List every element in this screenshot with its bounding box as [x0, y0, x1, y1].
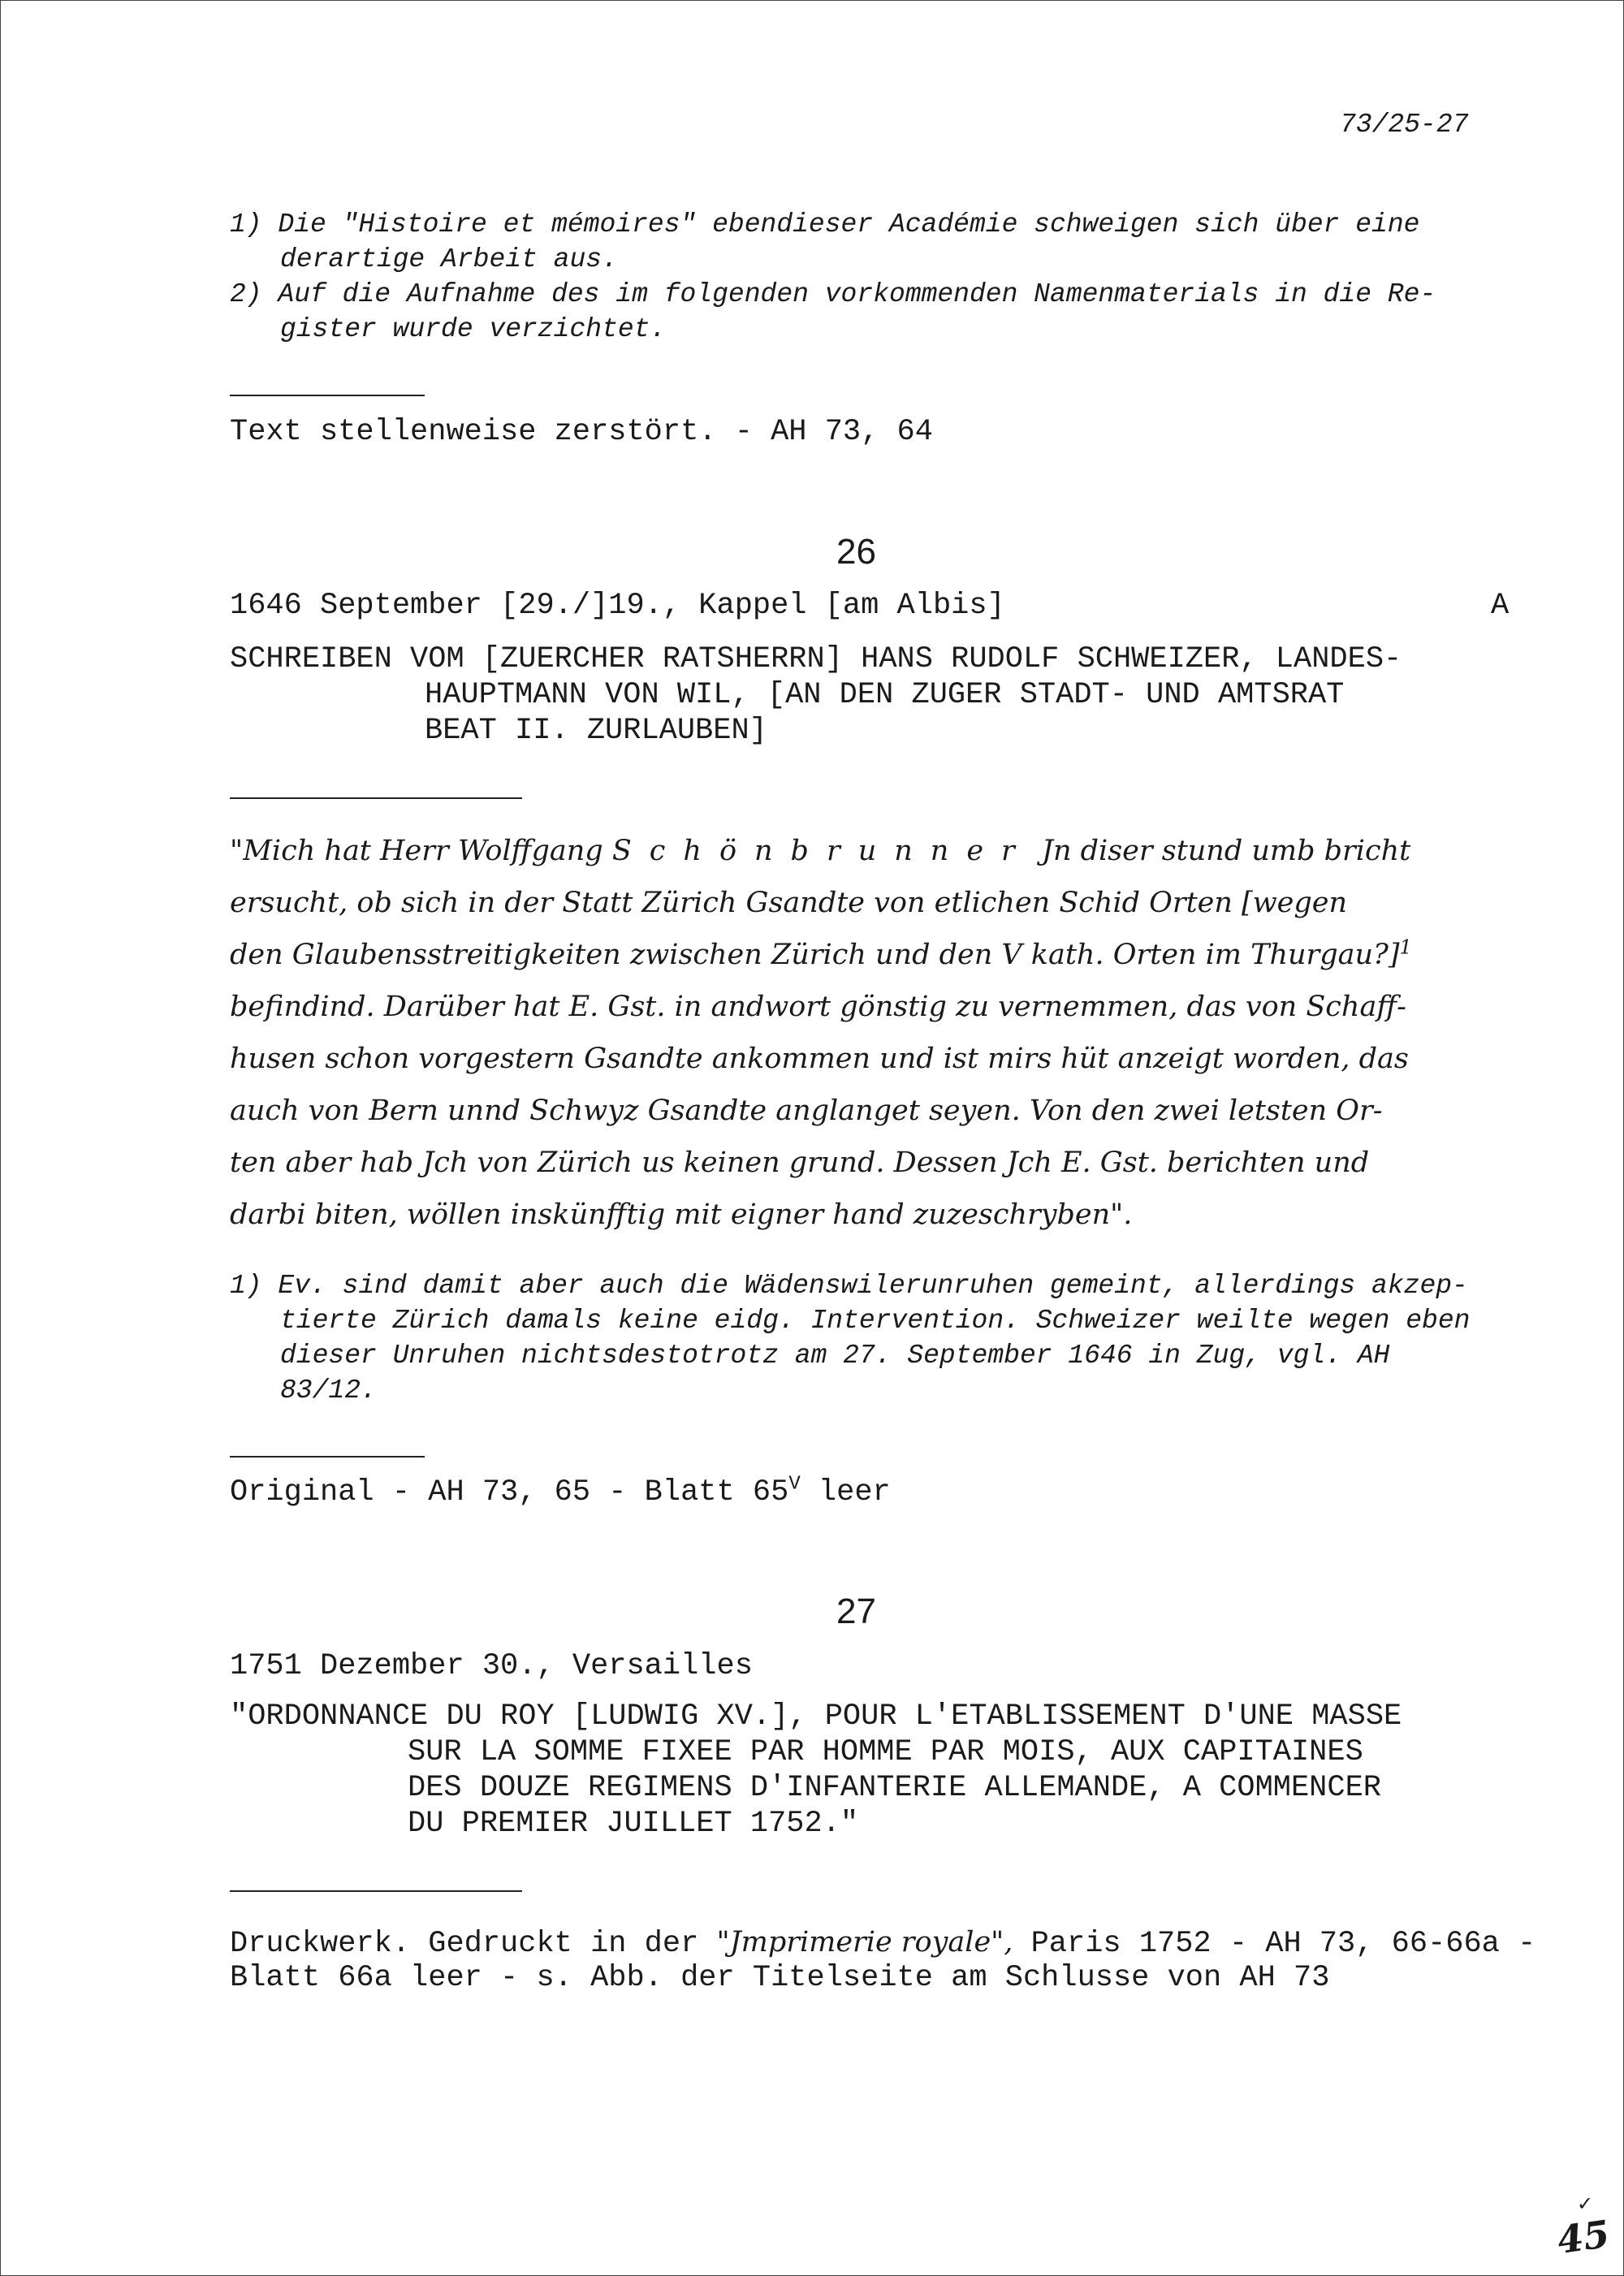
footnote-text: gister wurde verzichtet.: [280, 314, 667, 344]
separator-rule: [230, 1890, 522, 1892]
footnote-26: [230, 1268, 1480, 1408]
verso-mark: V: [788, 1473, 801, 1496]
footnote-text: Die "Histoire et mémoires" ebendieser Académie schweigen sich über eine: [278, 209, 1420, 240]
source-text: Original - AH 73, 65 - Blatt 65: [230, 1475, 789, 1509]
document-title-26-line2: HAUPTMANN VON WIL, [AN DEN ZUGER STADT- UND AMTSRAT: [425, 678, 1345, 712]
footnote-marker: 1): [230, 1271, 262, 1301]
quote-line: [230, 929, 1412, 981]
document-title-27-line2: SUR LA SOMME FIXEE PAR HOMME PAR MOIS, AUX CAPITAINES: [408, 1735, 1363, 1769]
source-note-27-line2: Blatt 66a leer - s. Abb. der Titelseite am Schlusse von AH 73: [230, 1961, 1330, 1995]
document-title-26-line3: BEAT II. ZURLAUBEN]: [425, 714, 767, 748]
document-title-27-line3: DES DOUZE REGIMENS D'INFANTERIE ALLEMANDE, A COMMENCER: [408, 1771, 1381, 1805]
quote-line: befindind. Darüber hat E. Gst. in andwort gönstig zu vernemmen, das von Schaff-: [230, 991, 1406, 1023]
source-text: Paris 1752 - AH 73, 66-66a -: [1013, 1927, 1536, 1961]
separator-rule: [230, 395, 425, 396]
quote-line: ten aber hab Jch von Zürich us keinen grund. Dessen Jch E. Gst. berichten und: [230, 1147, 1370, 1179]
check-mark-icon: ✓: [1577, 2192, 1594, 2215]
footnote-marker: 1): [230, 209, 262, 240]
quote-segment: "Mich hat Herr Wolffgang: [230, 835, 612, 867]
footnote-text: 83/12.: [280, 1376, 377, 1406]
source-note-25: Text stellenweise zerstört. - AH 73, 64: [230, 415, 933, 449]
quote-line: [230, 825, 1412, 877]
quote-line: auch von Bern unnd Schwyz Gsandte anglanget seyen. Von den zwei letsten Or-: [230, 1095, 1383, 1127]
source-text: Druckwerk. Gedruckt in der: [230, 1927, 717, 1961]
printer-name: "Jmprimerie royale",: [716, 1926, 1013, 1959]
page-reference: 73/25-27: [1340, 110, 1469, 140]
footnote-text: dieser Unruhen nichtsdestotrotz am 27. September 1646 in Zug, vgl. AH: [280, 1341, 1390, 1371]
document-title-27-line1: "ORDONNANCE DU ROY [LUDWIG XV.], POUR L'ETABLISSEMENT D'UNE MASSE: [230, 1699, 1402, 1734]
source-note-27-line1: [230, 1924, 1535, 1962]
spaced-name: Schönbrunner: [611, 835, 1033, 867]
footnote-text: derartige Arbeit aus.: [280, 244, 618, 274]
separator-rule: [230, 1456, 425, 1458]
footnote-text: Ev. sind damit aber auch die Wädenswilerunruhen gemeint, allerdings akzep-: [278, 1271, 1468, 1301]
footnote-reference: 1: [1399, 935, 1412, 959]
handwritten-page-mark: 45: [1554, 2211, 1613, 2263]
top-footnotes: [230, 207, 1480, 347]
document-title-26-line1: SCHREIBEN VOM [ZUERCHER RATSHERRN] HANS RUDOLF SCHWEIZER, LANDES-: [230, 642, 1402, 676]
document-flag: A: [1491, 589, 1510, 623]
quote-text: [230, 825, 1412, 1241]
quote-line: darbi biten, wöllen inskünfftig mit eigner hand zuzeschryben".: [230, 1198, 1133, 1231]
separator-rule: [230, 797, 522, 799]
source-text: leer: [800, 1475, 891, 1509]
document-title-27-line4: DU PREMIER JUILLET 1752.": [408, 1807, 859, 1841]
footnote-text: tierte Zürich damals keine eidg. Intervention. Schweizer weilte wegen eben: [280, 1306, 1471, 1336]
footnote-2: [230, 277, 1480, 347]
quote-line: husen schon vorgestern Gsandte ankommen und ist mirs hüt anzeigt worden, das: [230, 1043, 1409, 1075]
quote-line: ersucht, ob sich in der Statt Zürich Gsandte von etlichen Schid Orten [wegen: [230, 887, 1348, 919]
document-number-27: 27: [836, 1591, 876, 1631]
quote-segment: den Glaubensstreitigkeiten zwischen Zürich und den V kath. Orten im Thurgau?]: [230, 939, 1400, 971]
footnote-1: [230, 207, 1480, 277]
document-number-26: 26: [836, 532, 876, 572]
source-note-26: [230, 1475, 891, 1510]
footnote-marker: 2): [230, 279, 262, 309]
document-date-27: 1751 Dezember 30., Versailles: [230, 1649, 753, 1683]
quote-segment: Jn diser stund umb bricht: [1032, 835, 1411, 867]
footnote-1: [230, 1268, 1480, 1408]
footnote-text: Auf die Aufnahme des im folgenden vorkommenden Namenmaterials in die Re-: [278, 279, 1436, 309]
document-date-26: 1646 September [29./]19., Kappel [am Albis]: [230, 589, 1005, 623]
